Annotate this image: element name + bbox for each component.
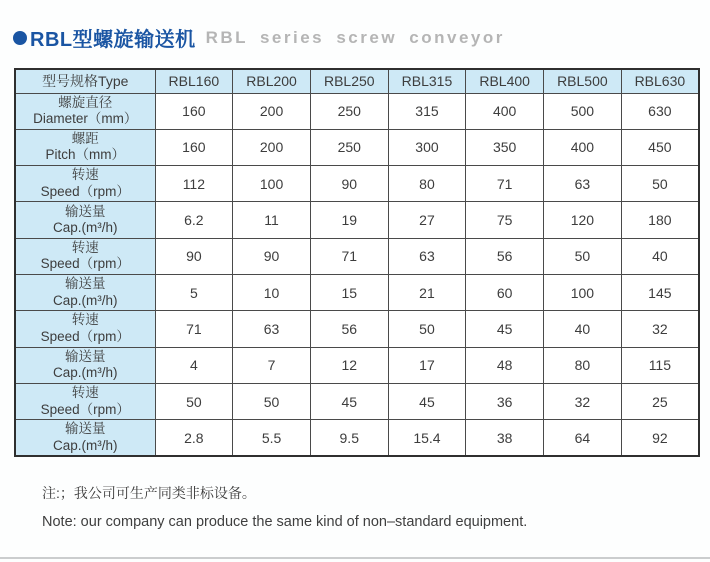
value-cell: 2.8 bbox=[155, 420, 233, 456]
row-label: 转速 Speed（rpm） bbox=[15, 383, 155, 419]
row-label: 转速 Speed（rpm） bbox=[15, 238, 155, 274]
value-cell: 36 bbox=[466, 383, 544, 419]
bottom-divider bbox=[0, 557, 710, 559]
table-row bbox=[15, 420, 699, 456]
value-cell: 400 bbox=[466, 93, 544, 129]
value-cell: 180 bbox=[621, 202, 699, 238]
value-cell: 50 bbox=[155, 383, 233, 419]
value-cell: 100 bbox=[233, 166, 311, 202]
value-cell: 90 bbox=[310, 166, 388, 202]
value-cell: 160 bbox=[155, 93, 233, 129]
value-cell: 12 bbox=[310, 347, 388, 383]
notes-block bbox=[42, 483, 527, 530]
note-chinese: 注:；我公司可生产同类非标设备。 bbox=[42, 485, 256, 501]
note-english: Note: our company can produce the same kind of non–standard equipment. bbox=[42, 514, 528, 530]
value-cell: 7 bbox=[233, 347, 311, 383]
value-cell: 45 bbox=[310, 383, 388, 419]
value-cell: 71 bbox=[155, 311, 233, 347]
value-cell: 112 bbox=[155, 166, 233, 202]
value-cell: 300 bbox=[388, 129, 466, 165]
value-cell: 10 bbox=[233, 274, 311, 310]
value-cell: 75 bbox=[466, 202, 544, 238]
col-header-model: RBL250 bbox=[310, 69, 388, 93]
value-cell: 32 bbox=[544, 383, 622, 419]
value-cell: 5 bbox=[155, 274, 233, 310]
value-cell: 48 bbox=[466, 347, 544, 383]
section-title bbox=[13, 23, 505, 52]
value-cell: 5.5 bbox=[233, 420, 311, 456]
row-label: 螺旋直径 Diameter（mm） bbox=[15, 93, 155, 129]
table-row bbox=[15, 383, 699, 419]
value-cell: 40 bbox=[621, 238, 699, 274]
col-header-model: RBL315 bbox=[388, 69, 466, 93]
bullet-icon bbox=[13, 31, 27, 45]
value-cell: 15.4 bbox=[388, 420, 466, 456]
value-cell: 115 bbox=[621, 347, 699, 383]
table-row bbox=[15, 274, 699, 310]
value-cell: 90 bbox=[155, 238, 233, 274]
table-row bbox=[15, 311, 699, 347]
value-cell: 350 bbox=[466, 129, 544, 165]
value-cell: 56 bbox=[466, 238, 544, 274]
value-cell: 45 bbox=[466, 311, 544, 347]
value-cell: 64 bbox=[544, 420, 622, 456]
value-cell: 4 bbox=[155, 347, 233, 383]
value-cell: 50 bbox=[544, 238, 622, 274]
value-cell: 21 bbox=[388, 274, 466, 310]
value-cell: 90 bbox=[233, 238, 311, 274]
table-row bbox=[15, 347, 699, 383]
col-header-model: RBL160 bbox=[155, 69, 233, 93]
value-cell: 63 bbox=[388, 238, 466, 274]
value-cell: 315 bbox=[388, 93, 466, 129]
row-label: 输送量 Cap.(m³/h) bbox=[15, 347, 155, 383]
value-cell: 19 bbox=[310, 202, 388, 238]
table-row bbox=[15, 129, 699, 165]
spec-table bbox=[14, 68, 700, 457]
value-cell: 92 bbox=[621, 420, 699, 456]
row-label: 输送量 Cap.(m³/h) bbox=[15, 202, 155, 238]
table-header-row bbox=[15, 69, 699, 93]
value-cell: 200 bbox=[233, 93, 311, 129]
row-label: 转速 Speed（rpm） bbox=[15, 311, 155, 347]
value-cell: 80 bbox=[388, 166, 466, 202]
value-cell: 71 bbox=[466, 166, 544, 202]
table-row bbox=[15, 238, 699, 274]
value-cell: 27 bbox=[388, 202, 466, 238]
value-cell: 50 bbox=[233, 383, 311, 419]
value-cell: 6.2 bbox=[155, 202, 233, 238]
col-header-type: 型号规格Type bbox=[15, 69, 155, 93]
value-cell: 11 bbox=[233, 202, 311, 238]
value-cell: 38 bbox=[466, 420, 544, 456]
col-header-model: RBL630 bbox=[621, 69, 699, 93]
row-label: 转速 Speed（rpm） bbox=[15, 166, 155, 202]
value-cell: 120 bbox=[544, 202, 622, 238]
value-cell: 60 bbox=[466, 274, 544, 310]
value-cell: 15 bbox=[310, 274, 388, 310]
table-row bbox=[15, 93, 699, 129]
value-cell: 145 bbox=[621, 274, 699, 310]
value-cell: 100 bbox=[544, 274, 622, 310]
title-english: RBL series screw conveyor bbox=[205, 27, 505, 47]
value-cell: 56 bbox=[310, 311, 388, 347]
value-cell: 80 bbox=[544, 347, 622, 383]
value-cell: 9.5 bbox=[310, 420, 388, 456]
value-cell: 45 bbox=[388, 383, 466, 419]
value-cell: 450 bbox=[621, 129, 699, 165]
col-header-model: RBL200 bbox=[233, 69, 311, 93]
value-cell: 40 bbox=[544, 311, 622, 347]
title-chinese: RBL型螺旋输送机 bbox=[30, 29, 196, 51]
value-cell: 50 bbox=[388, 311, 466, 347]
value-cell: 71 bbox=[310, 238, 388, 274]
table-row bbox=[15, 202, 699, 238]
value-cell: 630 bbox=[621, 93, 699, 129]
value-cell: 63 bbox=[544, 166, 622, 202]
value-cell: 250 bbox=[310, 129, 388, 165]
row-label: 输送量 Cap.(m³/h) bbox=[15, 420, 155, 456]
value-cell: 400 bbox=[544, 129, 622, 165]
row-label: 螺距 Pitch（mm） bbox=[15, 129, 155, 165]
col-header-model: RBL500 bbox=[544, 69, 622, 93]
col-header-model: RBL400 bbox=[466, 69, 544, 93]
value-cell: 32 bbox=[621, 311, 699, 347]
value-cell: 160 bbox=[155, 129, 233, 165]
value-cell: 500 bbox=[544, 93, 622, 129]
value-cell: 200 bbox=[233, 129, 311, 165]
value-cell: 17 bbox=[388, 347, 466, 383]
row-label: 输送量 Cap.(m³/h) bbox=[15, 274, 155, 310]
value-cell: 63 bbox=[233, 311, 311, 347]
value-cell: 50 bbox=[621, 166, 699, 202]
table-row bbox=[15, 166, 699, 202]
value-cell: 250 bbox=[310, 93, 388, 129]
value-cell: 25 bbox=[621, 383, 699, 419]
